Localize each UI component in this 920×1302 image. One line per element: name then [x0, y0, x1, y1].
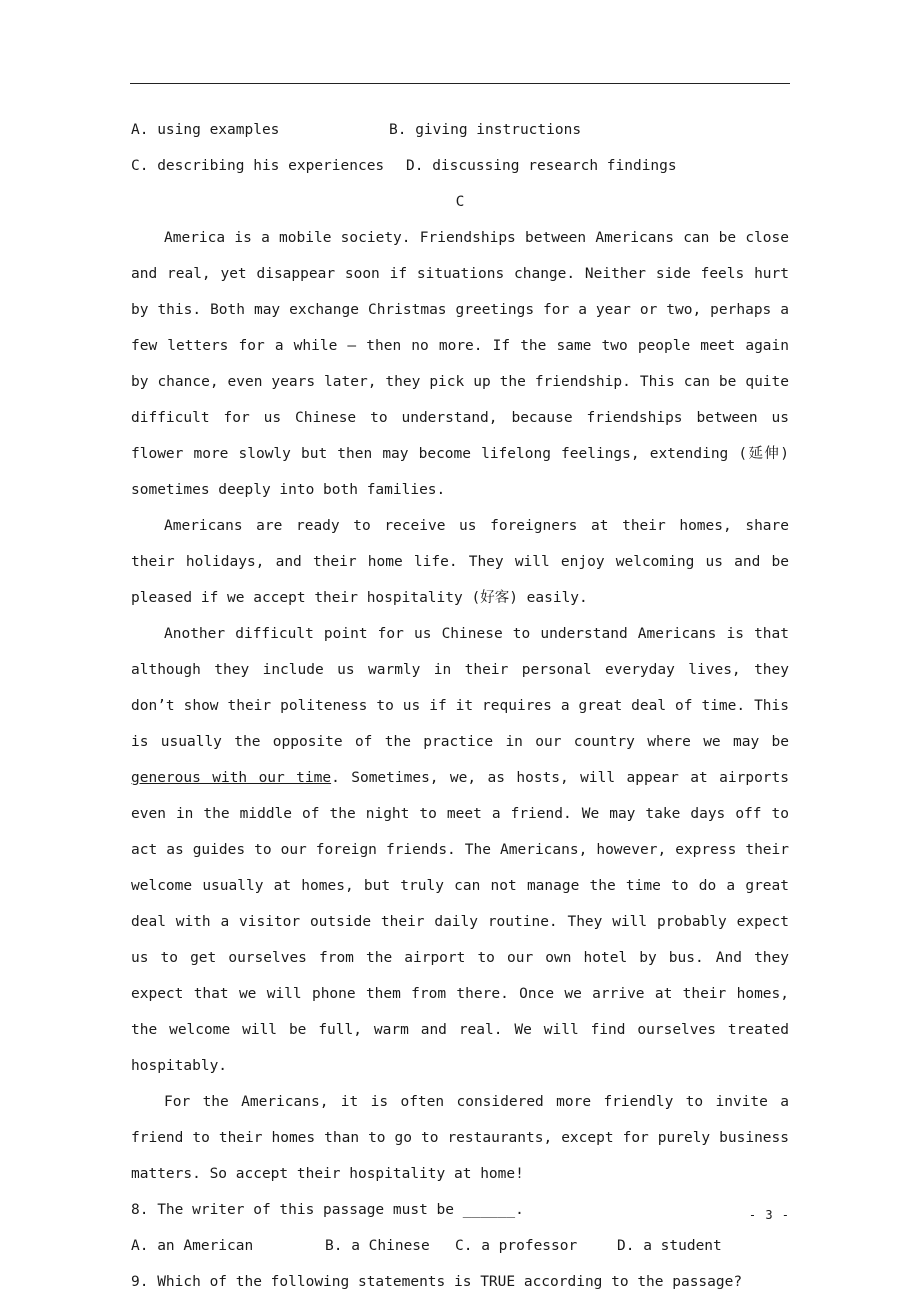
q8-option-b: B. a Chinese — [325, 1238, 430, 1254]
section-label: C — [455, 194, 465, 210]
paragraph-3-text-end: . Sometimes, we, as hosts, will appear at airports even in the middle of the night to meet a friend. We may take days off to act as guides to our foreign friends. The Americans, however, express their welcome usually at homes, but truly can not manage the time to do a great deal with a visitor outside their daily routine. They will probably expect us to get ourselves from the airport to our own hotel by bus. And they expect that we will phone them from there. Once we arrive at their homes, the welcome will be full, warm and real. We will find ourselves treated hospitably. — [131, 770, 789, 1074]
q8-option-a: A. an American — [131, 1238, 254, 1254]
page-content — [131, 112, 789, 1300]
passage-paragraph-1: America is a mobile society. Friendships between Americans can be close and real, yet disappear soon if situations change. Neither side feels hurt by this. Both may exchange Christmas greetings for a year or two, perhaps a few letters for a while — then no more. If the same two people meet again by chance, even years later, they pick up the friendship. This can be quite difficult for us Chinese to understand, because friendships between us flower more slowly but then may become lifelong feelings, extending (延伸) sometimes deeply into both families. — [131, 230, 789, 498]
question-8-options — [131, 1228, 789, 1264]
q8-option-c: C. a professor — [455, 1238, 578, 1254]
q8-option-d: D. a student — [617, 1238, 722, 1254]
option-a: A. using examples — [131, 122, 280, 138]
question-8-stem: 8. The writer of this passage must be ______. — [131, 1202, 524, 1218]
header-rule — [130, 83, 790, 84]
prev-question-options-row-2 — [131, 148, 789, 184]
passage-paragraph-4: For the Americans, it is often considered more friendly to invite a friend to their homes than to go to restaurants, except for purely business matters. So accept their hospitality at home! — [131, 1094, 789, 1182]
prev-question-options-row-1 — [131, 112, 789, 148]
option-c: C. describing his experiences — [131, 158, 385, 174]
option-d: D. discussing research findings — [406, 158, 677, 174]
paragraph-3-text-start: Another difficult point for us Chinese to understand Americans is that although they include us warmly in their personal everyday lives, they don’t show their politeness to us if it requires a great deal of time. This is usually the opposite of the practice in our country where we may be — [131, 626, 789, 750]
option-b: B. giving instructions — [389, 122, 582, 138]
passage-paragraph-3 — [131, 616, 789, 1084]
page-number: - 3 - — [748, 1208, 790, 1222]
passage-paragraph-2: Americans are ready to receive us foreigners at their homes, share their holidays, and their home life. They will enjoy welcoming us and be pleased if we accept their hospitality (好客) easily. — [131, 518, 789, 606]
question-9-stem: 9. Which of the following statements is TRUE according to the passage? — [131, 1274, 743, 1290]
underlined-phrase: generous with our time — [131, 770, 332, 786]
